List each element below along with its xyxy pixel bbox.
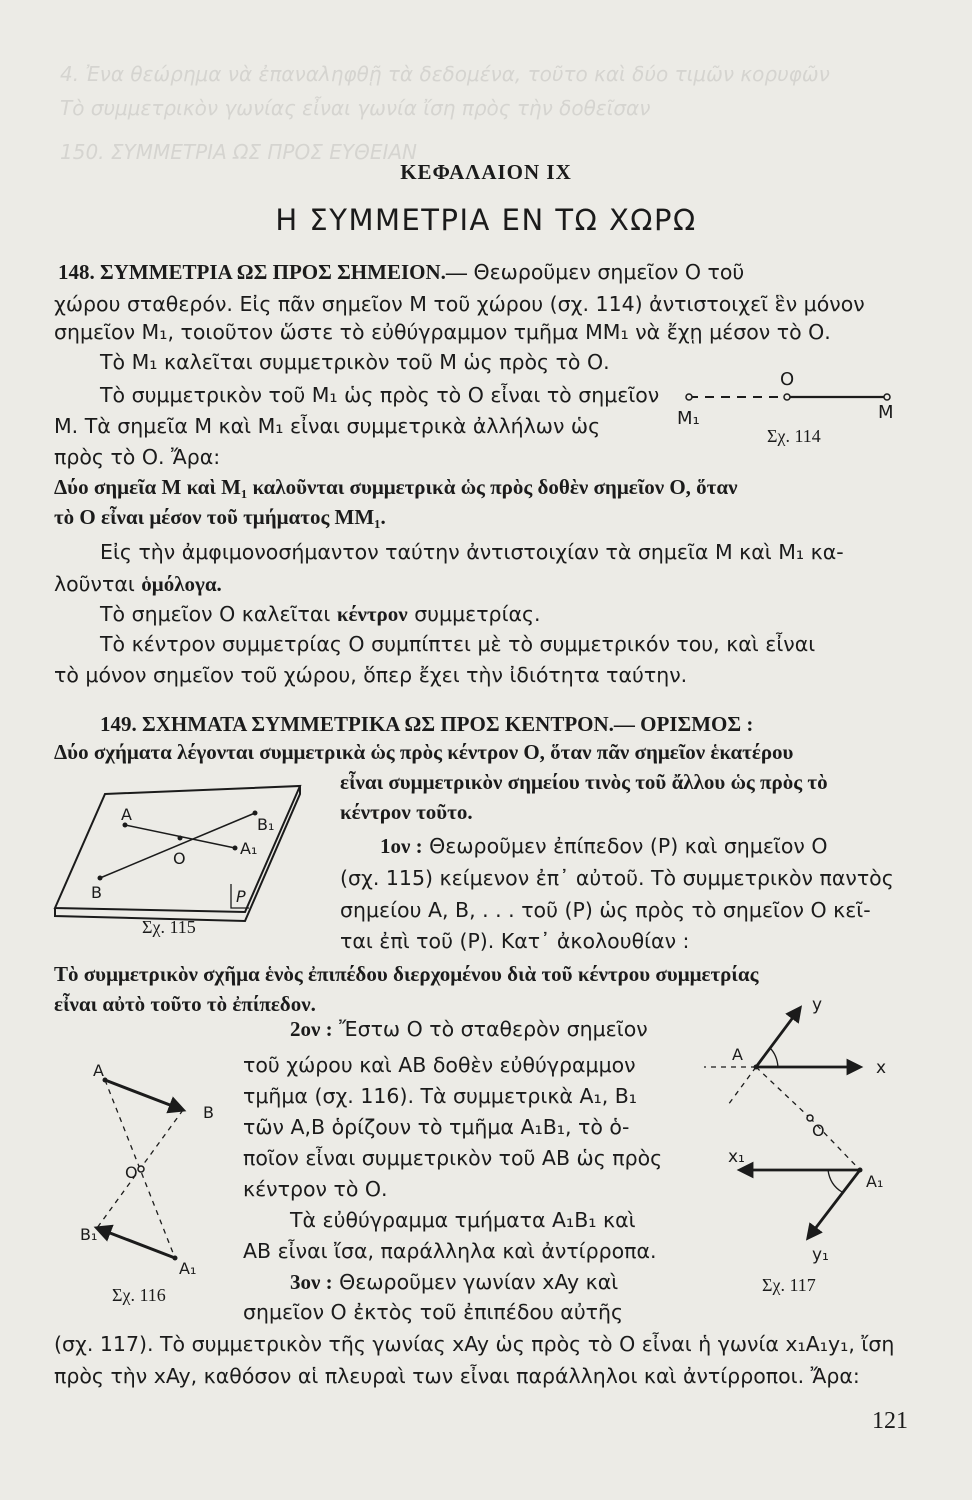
text-line: σημείου Α, Β, . . . τοῦ (Ρ) ὡς πρὸς τὸ σημεῖον Ο κεῖ- — [340, 898, 871, 922]
point-o — [138, 1166, 144, 1172]
label-o: O — [125, 1163, 138, 1182]
theorem-bold: Τὸ συμμετρικὸν σχῆμα ἑνὸς ἐπιπέδου διερχομένου διὰ τοῦ κέντρου συμμετρίας — [54, 962, 759, 986]
segment-a1b1 — [97, 1228, 175, 1258]
label-a: A — [732, 1045, 743, 1064]
definition-bold: τὸ Ο εἶναι μέσον τοῦ τμήματος ΜΜ₁. — [54, 505, 386, 529]
figure-117-caption: Σχ. 117 — [762, 1275, 816, 1295]
section-149-heading: 149. ΣΧΗΜΑΤΑ ΣΥΜΜΕΤΡΙΚΑ ΩΣ ΠΡΟΣ ΚΕΝΤΡΟΝ.— ΟΡΙΣΜΟΣ : — [100, 712, 754, 736]
label-b: B — [91, 883, 102, 902]
label-a: A — [121, 805, 132, 824]
chapter-heading: ΚΕΦΑΛΑΙΟΝ IX — [400, 160, 572, 184]
figure-116 — [75, 1060, 235, 1320]
text: Ἔστω Ο τὸ σταθερὸν σημεῖον — [339, 1017, 648, 1041]
point-m — [884, 394, 890, 400]
label-b: B — [203, 1103, 214, 1122]
item-label: 3ον : — [290, 1270, 333, 1294]
point-o — [784, 394, 790, 400]
page-number: 121 — [872, 1408, 908, 1434]
angle-arc-a — [770, 1048, 778, 1067]
text: συμμετρίας. — [407, 602, 541, 626]
label-o: O — [780, 369, 795, 390]
text-line: Τὸ συμμετρικὸν τοῦ Μ₁ ὡς πρὸς τὸ Ο εἶναι τὸ σημεῖον — [100, 383, 660, 407]
text-line: Εἰς τὴν ἀμφιμονοσήμαντον ταύτην ἀντιστοιχίαν τὰ σημεῖα Μ καὶ Μ₁ κα- — [100, 540, 844, 564]
bleed-through-line: Τὸ συμμετρικὸν γωνίας εἶναι γωνία ἴση πρὸς τὴν δοθεῖσαν — [60, 96, 651, 120]
paragraph-3-first-line — [290, 1268, 618, 1296]
label-a1: A₁ — [179, 1259, 197, 1278]
text-line: πρὸς τὴν xAy, καθόσον αἱ πλευραὶ των εἶναι παράλληλοι καὶ ἀντίρροποι. Ἄρα: — [54, 1364, 860, 1388]
point-a — [754, 1065, 759, 1070]
label-y: y — [812, 995, 823, 1015]
definition-bold: Δύο σημεῖα Μ καὶ Μ₁ καλοῦνται συμμετρικὰ ὡς πρὸς δοθὲν σημεῖον Ο, ὅταν — [54, 475, 738, 499]
segment-ab — [105, 1080, 183, 1110]
definition-bold: εἶναι συμμετρικὸν σημείου τινὸς τοῦ ἄλλου ὡς πρὸς τὸ — [340, 770, 828, 794]
text: Τὸ σημεῖον Ο καλεῖται — [100, 602, 337, 626]
text-line — [54, 570, 222, 598]
text: Θεωροῦμεν σημεῖον Ο τοῦ — [473, 260, 745, 284]
text-line: (σχ. 115) κείμενον ἐπ᾿ αὐτοῦ. Τὸ συμμετρικὸν παντὸς — [340, 866, 894, 890]
bleed-through-line: 150. ΣΥΜΜΕΤΡΙΑ ΩΣ ΠΡΟΣ ΕΥΘΕΙΑΝ — [60, 140, 417, 164]
text-line: τοῦ χώρου καὶ ΑΒ δοθὲν εὐθύγραμμον — [243, 1053, 636, 1077]
angle-arc-a1 — [828, 1170, 842, 1192]
text: Θεωροῦμεν γωνίαν xAy καὶ — [339, 1270, 619, 1294]
ray-ay — [756, 1008, 800, 1067]
label-a: A — [93, 1061, 104, 1080]
item-label: 2ον : — [290, 1017, 333, 1041]
point-a1 — [858, 1168, 863, 1173]
text-line: χώρου σταθερόν. Εἰς πᾶν σημεῖον Μ τοῦ χώρου (σχ. 114) ἀντιστοιχεῖ ἓν μόνον — [54, 292, 865, 316]
point-a1 — [173, 1256, 178, 1261]
text-line: σημεῖον Μ₁, τοιοῦτον ὥστε τὸ εὐθύγραμμον τμῆμα ΜΜ₁ νὰ ἔχῃ μέσον τὸ Ο. — [54, 320, 831, 344]
text-line: τὸ μόνον σημεῖον τοῦ χώρου, ὅπερ ἔχει τὴν ἰδιότητα ταύτην. — [54, 663, 688, 687]
label-a1: A₁ — [240, 839, 258, 858]
text-line — [100, 600, 541, 628]
term-bold: ὁμόλογα. — [141, 572, 222, 596]
label-a1: A₁ — [866, 1172, 884, 1191]
definition-bold: κέντρον τοῦτο. — [340, 800, 473, 824]
label-m: M — [878, 402, 894, 423]
text-line: πρὸς τὸ Ο. Ἄρα: — [54, 445, 221, 469]
label-m1: M₁ — [677, 408, 700, 429]
text: Θεωροῦμεν ἐπίπεδον (Ρ) καὶ σημεῖον Ο — [429, 834, 828, 858]
text: λοῦνται — [54, 572, 142, 596]
section-148-first-line — [58, 258, 744, 286]
label-p: P — [236, 887, 246, 906]
dashed-a-a1 — [756, 1067, 810, 1118]
label-x: x — [876, 1058, 887, 1078]
label-x1: x₁ — [728, 1147, 745, 1167]
text-line: κέντρον τὸ Ο. — [243, 1177, 388, 1201]
bleed-through-line: 4. Ἐνα θεώρημα νὰ ἐπαναληφθῇ τὰ δεδομένα, τοῦτο καὶ δύο τιμῶν κορυφῶν — [60, 62, 830, 86]
term-bold: κέντρον — [336, 602, 408, 626]
figure-116-caption: Σχ. 116 — [112, 1285, 166, 1305]
paragraph-1-first-line — [380, 832, 828, 860]
chapter-title: Η ΣΥΜΜΕΤΡΙΑ ΕΝ ΤΩ ΧΩΡΩ — [275, 203, 697, 237]
figure-115-caption: Σχ. 115 — [142, 917, 196, 937]
definition-bold: Δύο σχήματα λέγονται συμμετρικὰ ὡς πρὸς κέντρον Ο, ὅταν πᾶν σημεῖον ἑκατέρου — [54, 740, 794, 764]
text-line: Μ. Τὰ σημεῖα Μ καὶ Μ₁ εἶναι συμμετρικὰ ἀλλήλων ὡς — [54, 414, 601, 438]
point-m1 — [686, 394, 692, 400]
figure-117 — [700, 995, 920, 1300]
text-line: ΑΒ εἶναι ἴσα, παράλληλα καὶ ἀντίρροπα. — [243, 1239, 657, 1263]
label-b1: B₁ — [257, 815, 275, 834]
text-line: ται ἐπὶ τοῦ (Ρ). Κατ᾿ ἀκολουθίαν : — [340, 929, 690, 953]
figure-114-caption: Σχ. 114 — [767, 426, 821, 446]
point-a1 — [233, 846, 238, 851]
section-148-heading: 148. ΣΥΜΜΕΤΡΙΑ ΩΣ ΠΡΟΣ ΣΗΜΕΙΟΝ.— — [58, 260, 467, 284]
dashed-y-ext — [728, 1067, 756, 1105]
text-line: (σχ. 117). Τὸ συμμετρικὸν τῆς γωνίας xAy ὡς πρὸς τὸ Ο εἶναι ἡ γωνία x₁A₁y₁, ἴση — [54, 1332, 895, 1356]
label-y1: y₁ — [812, 1245, 829, 1265]
theorem-bold: εἶναι αὐτὸ τοῦτο τὸ ἐπίπεδον. — [54, 992, 316, 1016]
ray-a1y1 — [808, 1170, 860, 1238]
text-line: Τὰ εὐθύγραμμα τμήματα Α₁Β₁ καὶ — [290, 1208, 636, 1232]
text-line: Τὸ κέντρον συμμετρίας Ο συμπίπτει μὲ τὸ συμμετρικόν του, καὶ εἶναι — [100, 632, 816, 656]
label-b1: B₁ — [80, 1225, 98, 1244]
label-o: O — [173, 849, 186, 868]
text-line: τμῆμα (σχ. 116). Τὰ συμμετρικὰ Α₁, Β₁ — [243, 1084, 638, 1108]
text-line: Τὸ Μ₁ καλεῖται συμμετρικὸν τοῦ Μ ὡς πρὸς τὸ Ο. — [100, 350, 610, 374]
text-line: σημεῖον Ο ἐκτὸς τοῦ ἐπιπέδου αὐτῆς — [243, 1300, 624, 1324]
item-label: 1ον : — [380, 834, 423, 858]
paragraph-2-first-line — [290, 1015, 648, 1043]
label-o: O — [812, 1121, 825, 1140]
text-line: ποῖον εἶναι συμμετρικὸν τοῦ ΑΒ ὡς πρὸς — [243, 1146, 663, 1170]
point-o — [178, 836, 183, 841]
point-b — [98, 876, 103, 881]
text-line: τῶν Α,Β ὁρίζουν τὸ τμῆμα Α₁Β₁, τὸ ὁ- — [243, 1115, 630, 1139]
